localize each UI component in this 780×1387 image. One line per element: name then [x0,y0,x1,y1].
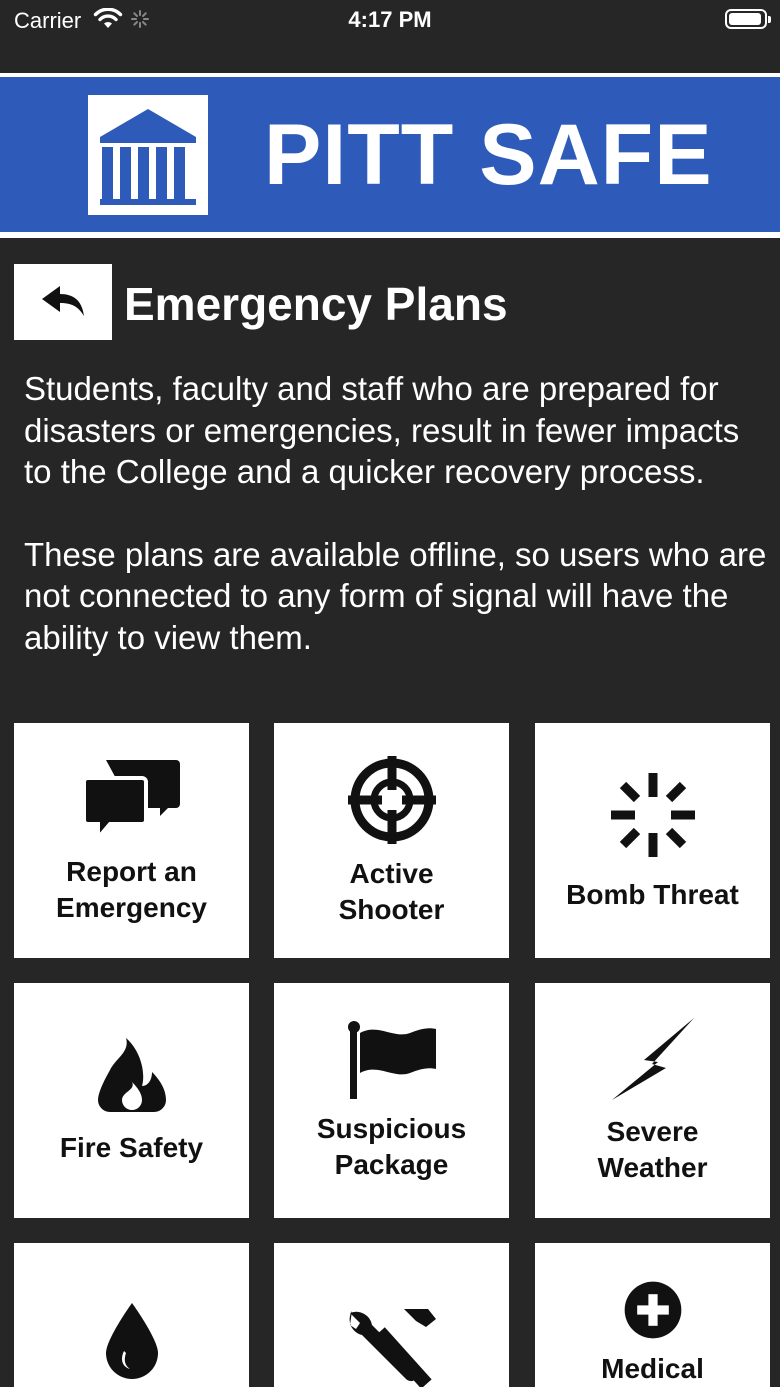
tile-label: Bomb Threat [566,878,739,910]
tile-label: Suspicious Package [316,1112,467,1180]
tile-label: Active Shooter [338,857,445,925]
fire-icon [96,1036,168,1116]
water-drop-icon [104,1301,160,1381]
carrier-label: Carrier [14,8,82,33]
burst-icon [607,769,699,861]
back-arrow-icon [40,284,86,320]
tile-label: Report an Emergency [56,855,207,923]
intro-paragraph-2: These plans are available offline, so users who are not connected to any form of signal will have the ability to view them. [24,535,767,656]
tile-active-shooter[interactable] [274,723,509,958]
crosshair-icon [346,754,438,846]
tile-suspicious-package[interactable] [274,983,509,1218]
tile-label: Fire Safety [59,1131,204,1163]
chat-bubbles-icon [82,756,182,844]
tile-bomb-threat[interactable] [535,723,770,958]
page-title: Emergency Plans [124,278,508,330]
tile-label: Medical [601,1353,704,1384]
tile-medical[interactable] [535,1243,770,1387]
status-time: 4:17 PM [348,7,432,32]
status-bar [0,0,780,72]
flag-icon [344,1019,440,1099]
lightning-icon [608,1016,698,1102]
brand-title: PITT SAFE [264,107,713,203]
back-button[interactable] [14,264,112,340]
intro-paragraph-1: Students, faculty and staff who are prepared for disasters or emergencies, result in fewer impacts to the College and a quicker recovery process. [24,370,740,490]
tile-label: Severe Weather [597,1115,708,1183]
battery-icon [725,9,767,29]
intro-text [24,368,769,658]
tile-tools[interactable] [274,1243,509,1387]
pitt-logo-icon [88,95,208,215]
tools-icon [344,1305,440,1387]
tile-water[interactable] [14,1243,249,1387]
tile-report-emergency[interactable] [14,723,249,958]
medical-plus-icon [609,1281,697,1339]
tile-fire-safety[interactable] [14,983,249,1218]
tile-severe-weather[interactable] [535,983,770,1218]
